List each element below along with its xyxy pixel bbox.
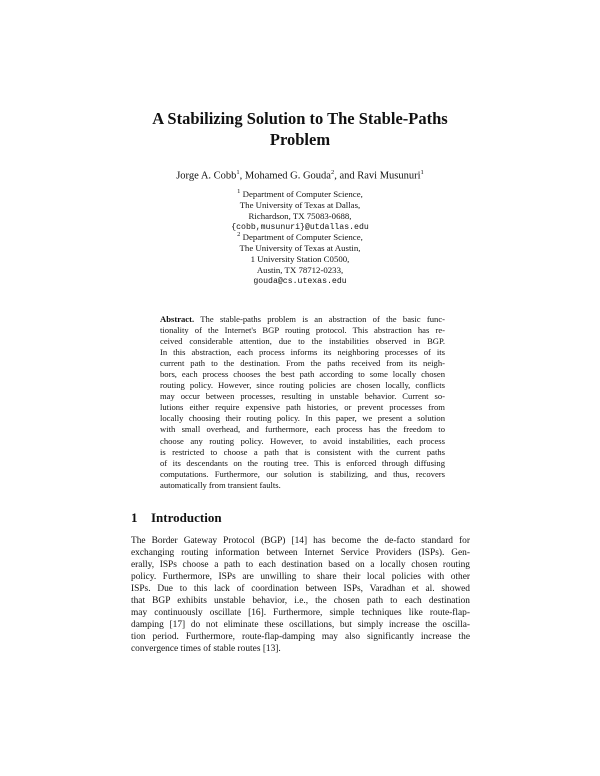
title-line-1: A Stabilizing Solution to The Stable-Paths (152, 109, 448, 128)
abstract-line: current path to the destination. From the paths received from its neigh- (160, 358, 445, 369)
section-heading (131, 510, 222, 526)
paper-title (130, 108, 470, 150)
body-line: convergence times of stable routes [13]. (131, 643, 281, 654)
affiliation-email: gouda@cs.utexas.edu (253, 277, 347, 287)
body-line: The Border Gateway Protocol (BGP) [14] has become the de-facto standard for (131, 536, 470, 546)
affiliation-line: 1 University Station C0500, (250, 254, 350, 265)
body-line: erally, ISPs choose a path to each destination based on a locally chosen routing (131, 559, 470, 570)
body-line: damping [17] do not eliminate these oscillations, but simply increase the oscilla- (131, 619, 470, 630)
affiliation-email: {cobb,musunuri}@utdallas.edu (231, 223, 369, 233)
affiliation-line: The University of Texas at Austin, (239, 243, 361, 254)
affiliation-1 (130, 186, 470, 233)
affiliation-line: $^2$ Department of Computer Science, (237, 231, 363, 242)
author-separator: , (239, 170, 245, 182)
affiliation-line: $^1$ Department of Computer Science, (237, 188, 363, 199)
abstract (160, 314, 445, 491)
abstract-line: is restricted to choose a path that is consistent with the current paths (160, 446, 445, 457)
abstract-line: computations. Furthermore, our solution is stabilizing, and thus, recovers (160, 468, 445, 479)
abstract-line: may occur between processes, resulting in unstable behavior. Current so- (160, 391, 445, 402)
affiliation-2 (130, 229, 470, 287)
abstract-line: ceived considerable attention, due to the instabilities observed in BGP. (160, 336, 445, 347)
affiliation-line: Richardson, TX 75083-0688, (248, 211, 352, 222)
abstract-line: lutions either require expensive path histories, or prevent processes from (160, 402, 445, 413)
abstract-line: automatically from transient faults. (160, 479, 281, 490)
author-separator: , and (334, 170, 358, 182)
affiliation-mark: 1 (237, 188, 241, 195)
author-list (130, 166, 470, 183)
affiliation-line: The University of Texas at Dallas, (239, 200, 361, 211)
abstract-line: locally choosing their routing policy. In this paper, we present a solution (160, 413, 445, 424)
abstract-line: of its descendants on the routing tree. This is enforced through diffusing (160, 457, 445, 468)
author-affil-mark: 2 (330, 169, 335, 176)
section-title: Introduction (151, 510, 222, 525)
author-name: Ravi Musunuri (357, 170, 421, 182)
abstract-line: routing policy. However, since routing policies are chosen locally, conflicts (160, 380, 445, 391)
title-line-2: Problem (269, 130, 331, 149)
author-name: Jorge A. Cobb (176, 170, 237, 182)
abstract-line: tionality of the Internet's BGP routing protocol. This abstraction has re- (160, 325, 445, 336)
abstract-label: Abstract. (160, 314, 195, 324)
author-affil-mark: 1 (420, 169, 424, 176)
abstract-line: choose any routing policy. However, to avoid instabilities, each process (160, 435, 445, 446)
abstract-line: with small overhead, and furthermore, each process has the freedom to (160, 424, 445, 435)
body-line: tion period. Furthermore, route-flap-damping may also significantly increase the (131, 631, 470, 642)
abstract-line: Abstract. The stable-paths problem is an abstraction of the basic func- (160, 314, 446, 324)
abstract-line: bors, each process chooses the best path according to some locally chosen (160, 369, 445, 380)
affiliation-line: Austin, TX 78712-0233, (256, 265, 344, 276)
body-line: ISPs. Due to this lack of coordination between ISPs, Varadhan et al. showed (131, 583, 470, 594)
affiliation-mark: 2 (237, 231, 241, 238)
section-number: 1 (131, 510, 138, 525)
body-line: that BGP exhibits unstable behavior, i.e., the chosen path to each destination (131, 595, 470, 606)
body-line: may continuously oscillate [16]. Furthermore, simple techniques like route-flap- (131, 607, 470, 618)
author-affil-mark: 1 (236, 169, 240, 176)
body-line: exchanging routing information between Internet Service Providers (ISPs). Gen- (131, 547, 470, 558)
body-line: policy. Furthermore, ISPs are unwilling to share their local policies with other (131, 571, 470, 582)
body-paragraph (131, 536, 470, 656)
abstract-line: In this abstraction, each process informs its neighboring processes of its (160, 347, 445, 358)
author-name: Mohamed G. Gouda (244, 170, 331, 182)
